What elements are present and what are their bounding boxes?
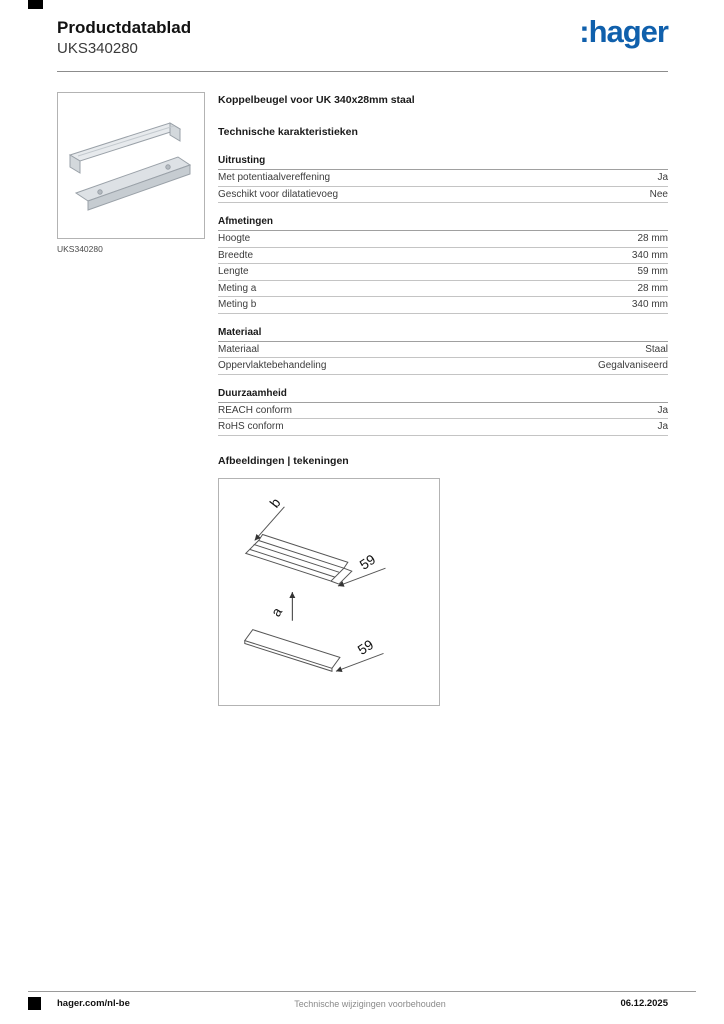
footer-notice: Technische wijzigingen voorbehouden	[294, 999, 446, 1009]
specs-column	[218, 92, 668, 706]
spec-value: 28 mm	[637, 233, 668, 244]
product-image-caption: UKS340280	[57, 244, 103, 254]
spec-row	[218, 297, 668, 314]
spec-value: Gegalvaniseerd	[597, 360, 668, 371]
spec-label: REACH conform	[218, 404, 292, 416]
product-name: Koppelbeugel voor UK 340x28mm staal	[218, 94, 415, 106]
dimension-label-59-top: 59	[356, 550, 379, 573]
spec-section-title: Uitrusting	[218, 155, 668, 170]
spec-section-title: Afmetingen	[218, 216, 668, 231]
spec-label: Met potentiaalvereffening	[218, 172, 331, 183]
spec-value: 28 mm	[637, 282, 668, 294]
product-code: UKS340280	[57, 40, 138, 57]
spec-section-title: Materiaal	[218, 327, 668, 342]
spec-row	[218, 342, 668, 359]
hager-logo: :hager	[579, 14, 668, 49]
spec-label: Geschikt voor dilatatievoeg	[218, 188, 339, 200]
spec-row	[218, 248, 668, 265]
spec-value: Nee	[649, 188, 668, 200]
spec-label: Oppervlaktebehandeling	[218, 360, 327, 371]
footer-divider	[28, 991, 696, 992]
dimension-label-a: a	[267, 603, 286, 619]
spec-label: RoHS conform	[218, 421, 284, 432]
technical-drawing-box	[218, 478, 440, 706]
spec-row	[218, 419, 668, 436]
spec-section-duurzaamheid	[218, 388, 668, 436]
spec-label: Breedte	[218, 249, 254, 261]
print-mark-footer	[28, 997, 41, 1010]
dimension-label-b: b	[266, 494, 284, 511]
header-divider	[57, 71, 668, 72]
product-image-box	[57, 92, 205, 239]
spec-row	[218, 403, 668, 420]
spec-label: Materiaal	[218, 343, 260, 355]
spec-row	[218, 187, 668, 204]
print-mark-top	[28, 0, 43, 9]
spec-row	[218, 231, 668, 248]
spec-value: Ja	[657, 421, 668, 432]
spec-value: 340 mm	[631, 249, 668, 261]
product-photo	[58, 93, 204, 238]
spec-section-materiaal	[218, 327, 668, 375]
spec-value: 59 mm	[637, 266, 668, 277]
spec-label: Hoogte	[218, 233, 251, 244]
dimension-label-59-bottom: 59	[354, 635, 377, 658]
spec-section-afmetingen	[218, 216, 668, 314]
footer-date: 06.12.2025	[620, 998, 668, 1009]
spec-row	[218, 264, 668, 281]
technical-drawing	[219, 479, 439, 705]
spec-value: Ja	[657, 404, 668, 416]
drawings-section-title: Afbeeldingen | tekeningen	[218, 454, 349, 467]
spec-row	[218, 170, 668, 187]
spec-label: Lengte	[218, 266, 249, 277]
spec-value: Ja	[657, 172, 668, 183]
spec-label: Meting a	[218, 282, 257, 294]
spec-value: Staal	[645, 343, 668, 355]
spec-row	[218, 358, 668, 375]
spec-label: Meting b	[218, 299, 257, 310]
spec-value: 340 mm	[631, 299, 668, 310]
spec-row	[218, 281, 668, 298]
page-title: Productdatablad	[57, 18, 192, 37]
spec-section-uitrusting	[218, 155, 668, 203]
spec-section-title: Duurzaamheid	[218, 388, 668, 403]
footer-website: hager.com/nl-be	[57, 998, 130, 1009]
characteristics-title: Technische karakteristieken	[218, 126, 358, 138]
